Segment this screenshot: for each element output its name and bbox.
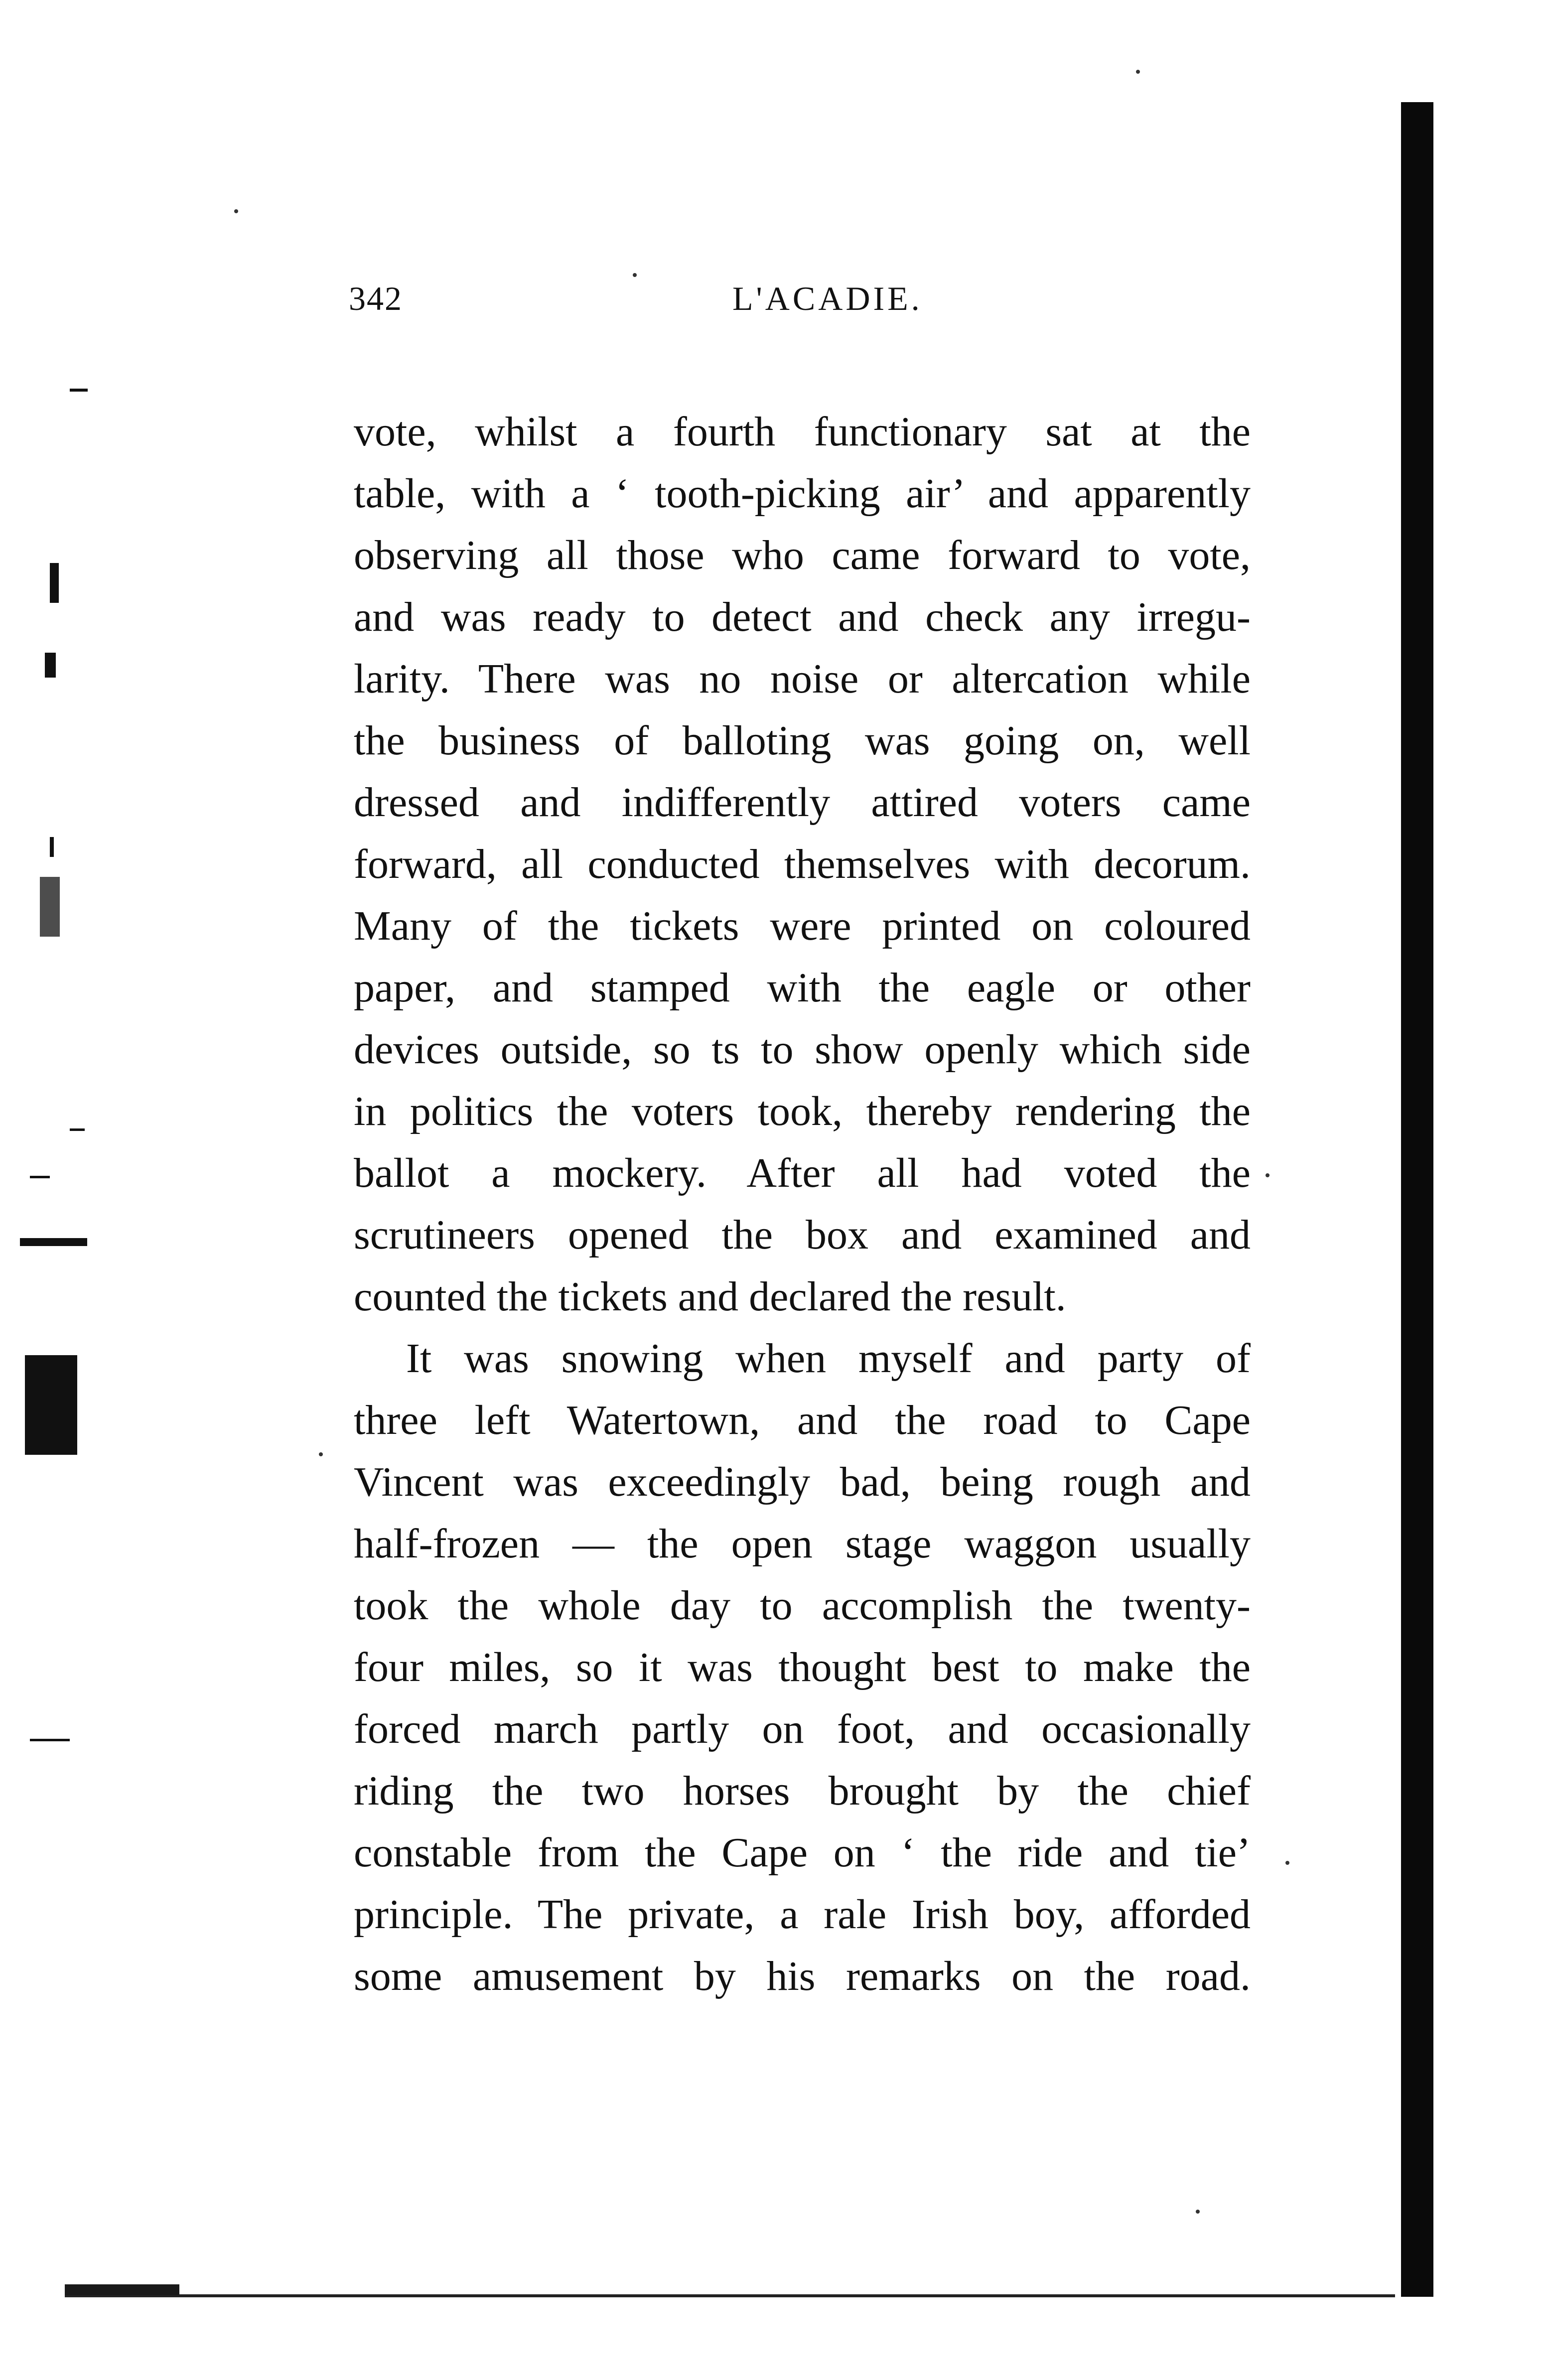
scan-speck: [633, 273, 637, 277]
scan-margin-mark: [50, 837, 54, 857]
scan-margin-mark: [70, 389, 88, 392]
text-line: riding the two horses brought by the chief: [354, 1768, 1251, 1814]
text-line: observing all those who came forward to vote,: [354, 532, 1251, 578]
text-line: forced march partly on foot, and occasionally: [354, 1706, 1251, 1752]
text-line: forward, all conducted themselves with decorum.: [354, 841, 1251, 887]
scan-margin-mark: [50, 563, 59, 603]
text-line: some amusement by his remarks on the road.: [354, 1953, 1251, 1999]
scan-speck: [319, 1452, 323, 1456]
text-line: constable from the Cape on ‘ the ride and tie’: [354, 1829, 1251, 1876]
text-line: half-frozen — the open stage waggon usually: [354, 1521, 1251, 1567]
text-line: devices outside, so ts to show openly which side: [354, 1026, 1251, 1073]
scan-speck: [1196, 2210, 1200, 2214]
scan-speck: [1136, 70, 1140, 74]
text-line: dressed and indifferently attired voters came: [354, 779, 1251, 826]
scan-speck: [234, 209, 238, 213]
scan-margin-mark: [30, 1176, 50, 1178]
text-line: table, with a ‘ tooth-picking air’ and apparently: [354, 470, 1251, 517]
scan-margin-mark: [20, 1238, 87, 1246]
text-line: principle. The private, a rale Irish boy, afforded: [354, 1891, 1251, 1938]
scan-margin-mark: [70, 1128, 85, 1131]
text-line: three left Watertown, and the road to Cape: [354, 1397, 1251, 1443]
text-line: Many of the tickets were printed on coloured: [354, 903, 1251, 949]
scan-bottom-mark: [65, 2284, 179, 2295]
text-line: in politics the voters took, thereby rendering the: [354, 1088, 1251, 1134]
scan-edge-bar: [1401, 102, 1433, 2297]
scan-margin-mark: [40, 877, 60, 937]
text-line: the business of balloting was going on, well: [354, 717, 1251, 764]
text-line: paper, and stamped with the eagle or other: [354, 965, 1251, 1011]
text-line: vote, whilst a fourth functionary sat at the: [354, 409, 1251, 455]
text-line: scrutineers opened the box and examined and: [354, 1212, 1251, 1258]
scan-bottom-rule: [65, 2294, 1395, 2297]
text-line: larity. There was no noise or altercation while: [354, 656, 1251, 702]
running-title: L'ACADIE.: [732, 280, 923, 317]
text-line: Vincent was exceedingly bad, being rough and: [354, 1459, 1251, 1505]
text-line: four miles, so it was thought best to make the: [354, 1644, 1251, 1690]
scan-speck: [1266, 1173, 1269, 1177]
scan-margin-mark: [30, 1739, 70, 1741]
text-line: It was snowing when myself and party of: [406, 1335, 1251, 1382]
scan-speck: [1285, 1861, 1289, 1865]
scan-margin-mark: [25, 1355, 77, 1455]
text-line: ballot a mockery. After all had voted the: [354, 1150, 1251, 1196]
text-line: and was ready to detect and check any irregu-: [354, 594, 1251, 640]
page-number: 342: [349, 280, 403, 317]
text-line: counted the tickets and declared the result.: [354, 1273, 1066, 1320]
scan-margin-mark: [45, 653, 56, 678]
text-line: took the whole day to accomplish the twenty-: [354, 1582, 1251, 1629]
running-head: [349, 279, 1246, 339]
body-text: [354, 401, 1251, 2007]
